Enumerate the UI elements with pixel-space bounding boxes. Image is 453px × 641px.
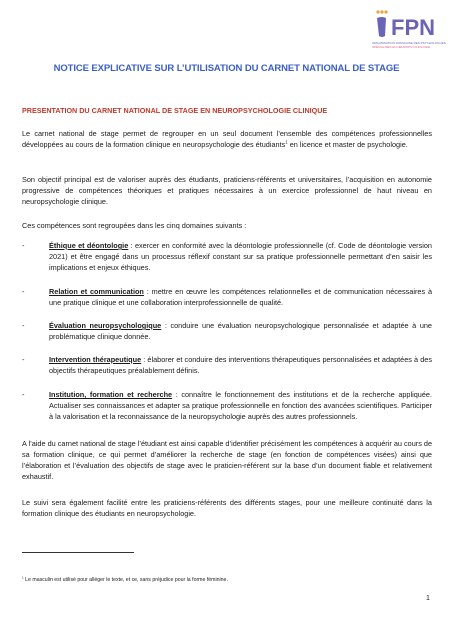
bullet-dash: - bbox=[22, 287, 25, 296]
fpn-logo bbox=[372, 8, 446, 60]
domain-item bbox=[22, 389, 432, 422]
domain-description: : mettre en œuvre les compétences relationnelles et de communication nécessaires à une pratique clinique et une collaboration interprofessionnelle de qualité. bbox=[49, 287, 433, 307]
domain-item bbox=[22, 354, 432, 376]
domains-intro: Ces compétences sont regroupées dans les cinq domaines suivants : bbox=[22, 221, 247, 230]
intro-text: Le carnet national de stage permet de regrouper en un seul document l’ensemble des compétences professionnelles développées au cours de la formation clinique en neuropsychologie des étudiants bbox=[22, 129, 432, 149]
footnote-number: 1 bbox=[22, 575, 24, 580]
domain-term: Intervention thérapeutique bbox=[49, 355, 142, 364]
bullet-dash: - bbox=[22, 321, 25, 330]
footnote bbox=[22, 577, 432, 583]
domain-term: Éthique et déontologie bbox=[49, 241, 129, 250]
footnote-ref[interactable]: 1 bbox=[285, 139, 288, 145]
footnote-text: Le masculin est utilisé pour alléger le texte, et ce, sans préjudice pour la forme féminine. bbox=[23, 577, 228, 583]
section-heading: PRESENTATION DU CARNET NATIONAL DE STAGE EN NEUROPSYCHOLOGIE CLINIQUE bbox=[22, 106, 328, 115]
domain-item bbox=[22, 240, 432, 273]
logo-caption-line1: ORGANISATION FRANÇAISE DES PSYCHOLOGUES bbox=[372, 41, 446, 45]
footnote-separator bbox=[22, 552, 134, 553]
bullet-dash: - bbox=[22, 355, 25, 364]
domain-term: Institution, formation et recherche bbox=[49, 390, 173, 399]
intro-paragraph bbox=[22, 128, 432, 150]
logo-caption-line2: SPÉCIALISÉS EN NEUROPSYCHOLOGIE bbox=[372, 45, 431, 49]
document-title: NOTICE EXPLICATIVE SUR L’UTILISATION DU CARNET NATIONAL DE STAGE bbox=[53, 63, 400, 74]
domain-item bbox=[22, 286, 432, 308]
domain-description: : connaître le fonctionnement des institutions et de la recherche appliquée. Actualiser ses connaissances et adapter sa pratique professionnelle en fonction des avancées scientifiques. Participer à la valorisation et la reconnaissance de la neuropsychologie auprès des autres professionnels. bbox=[49, 390, 432, 421]
page-number: 1 bbox=[426, 595, 430, 602]
follow-up-paragraph: Le suivi sera également facilité entre les praticiens-référents des différents stages, pour une meilleure continuité dans la formation clinique des étudiants en neuropsychologie. bbox=[22, 498, 432, 518]
domain-description: : élaborer et conduire des interventions thérapeutiques personnalisées et adaptées à des objectifs thérapeutiques préalablement définis. bbox=[49, 355, 433, 375]
domain-item bbox=[22, 320, 432, 342]
intro-text-end: en licence et master de psychologie. bbox=[287, 140, 408, 149]
domain-description: : exercer en conformité avec la déontologie professionnelle (cf. Code de déontologie version 2021) et être engagé dans un processus réflexif constant sur sa pratique professionnelle permettant d’en saisir les implications et enjeux éthiques. bbox=[49, 241, 432, 272]
usage-paragraph: A l’aide du carnet national de stage l’étudiant est ainsi capable d’identifier précisément les compétences à acquérir au cours de sa formation clinique, ce qui permet d’améliorer la recherche de stage (en fonction de compétences visées) ainsi que l’élaboration et l’évaluation des objectifs de stage avec le praticien-référent sur la base d’un document fiable et relativement exhaustif. bbox=[22, 439, 432, 481]
domain-description: : conduire une évaluation neuropsychologique personnalisée et adaptée à une problématique clinique donnée. bbox=[49, 321, 432, 341]
domain-term: Relation et communication bbox=[49, 287, 144, 296]
fpn-logo-icon bbox=[372, 8, 442, 40]
logo-text: FPN bbox=[391, 15, 435, 40]
domain-term: Évaluation neuropsychologique bbox=[49, 321, 162, 330]
bullet-dash: - bbox=[22, 390, 25, 399]
objective-paragraph: Son objectif principal est de valoriser auprès des étudiants, praticiens-référents et universitaires, l’acquisition en autonomie progressive de compétences théoriques et pratiques nécessaires à un exercice professionnel de haut niveau en neuropsychologie clinique. bbox=[22, 175, 432, 206]
bullet-dash: - bbox=[22, 241, 25, 250]
